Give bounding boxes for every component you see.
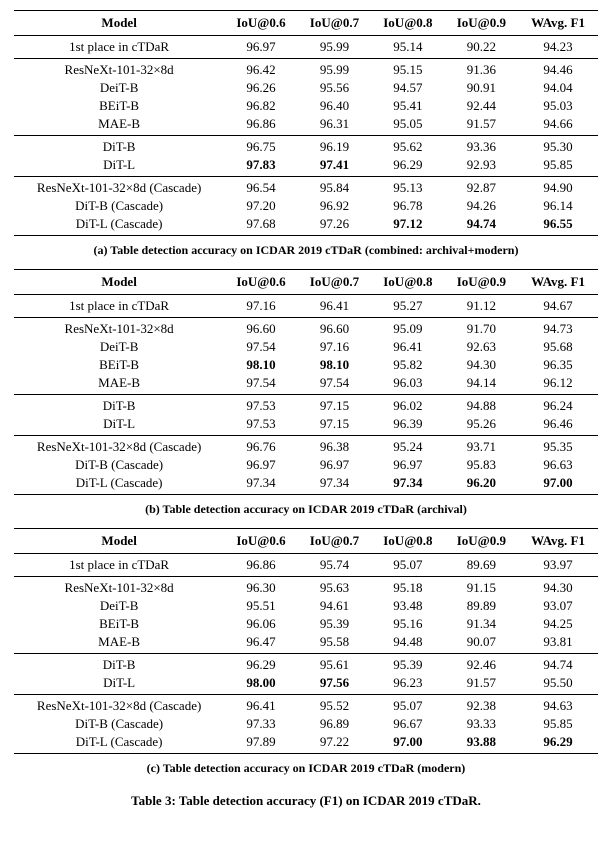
model-cell: ResNeXt-101-32×8d (Cascade) <box>36 439 202 454</box>
metric-cell: 94.25 <box>543 616 573 631</box>
column-header: IoU@0.9 <box>456 15 507 30</box>
metric-cell: 97.12 <box>393 216 423 231</box>
metric-cell: 97.15 <box>319 398 350 413</box>
metric-cell: 91.57 <box>466 116 496 131</box>
metric-cell: 95.52 <box>319 698 350 713</box>
metric-cell: 92.44 <box>466 98 496 113</box>
table-row <box>14 577 598 598</box>
metric-cell: 96.02 <box>393 398 423 413</box>
column-header: IoU@0.7 <box>309 533 360 548</box>
metric-cell: 95.84 <box>319 180 350 195</box>
metric-cell: 96.30 <box>246 580 276 595</box>
metric-cell: 97.54 <box>246 339 276 354</box>
column-header: IoU@0.9 <box>456 533 507 548</box>
metric-cell: 97.33 <box>246 716 276 731</box>
table-row <box>14 177 598 198</box>
metric-cell: 96.97 <box>393 457 423 472</box>
subtable-b <box>14 269 598 517</box>
table-row <box>14 59 598 80</box>
table-row <box>14 456 598 474</box>
metric-cell: 95.03 <box>543 98 573 113</box>
metric-cell: 96.26 <box>246 80 276 95</box>
metric-cell: 97.16 <box>319 339 350 354</box>
metric-cell: 90.91 <box>466 80 496 95</box>
model-cell: ResNeXt-101-32×8d <box>64 321 174 336</box>
metric-cell: 97.54 <box>246 375 276 390</box>
table-row <box>14 197 598 215</box>
model-cell: DiT-B <box>102 657 136 672</box>
metric-cell: 97.89 <box>246 734 276 749</box>
metric-cell: 93.71 <box>466 439 496 454</box>
metric-cell: 96.19 <box>319 139 350 154</box>
header-row <box>14 529 598 554</box>
column-header: IoU@0.8 <box>383 274 433 289</box>
row-group <box>14 654 598 695</box>
metric-cell: 96.35 <box>543 357 573 372</box>
metric-cell: 92.46 <box>466 657 496 672</box>
column-header: Model <box>101 15 137 30</box>
table-row <box>14 436 598 457</box>
metric-cell: 96.97 <box>246 39 276 54</box>
metric-cell: 97.53 <box>246 398 276 413</box>
model-cell: DiT-B (Cascade) <box>75 716 164 731</box>
column-header: Model <box>101 533 137 548</box>
metric-cell: 93.36 <box>466 139 496 154</box>
column-header: WAvg. F1 <box>531 15 586 30</box>
table-row <box>14 674 598 695</box>
metric-cell: 93.88 <box>466 734 496 749</box>
row-group <box>14 436 598 495</box>
column-header: IoU@0.6 <box>236 274 286 289</box>
metric-cell: 91.15 <box>466 580 496 595</box>
model-cell: MAE-B <box>98 116 141 131</box>
row-group <box>14 136 598 177</box>
subtable-a <box>14 10 598 258</box>
model-cell: DeiT-B <box>99 598 139 613</box>
table-row <box>14 97 598 115</box>
table-row <box>14 295 598 318</box>
metric-cell: 95.15 <box>393 62 423 77</box>
metric-cell: 97.68 <box>246 216 276 231</box>
metric-cell: 96.97 <box>246 457 276 472</box>
results-table-b <box>14 269 598 495</box>
metric-cell: 95.39 <box>319 616 350 631</box>
table-row <box>14 115 598 136</box>
metric-cell: 91.36 <box>466 62 496 77</box>
metric-cell: 96.86 <box>246 557 276 572</box>
table-row <box>14 474 598 495</box>
metric-cell: 95.74 <box>319 557 350 572</box>
metric-cell: 94.74 <box>543 657 573 672</box>
metric-cell: 95.51 <box>246 598 276 613</box>
column-header: WAvg. F1 <box>531 274 586 289</box>
metric-cell: 93.33 <box>466 716 496 731</box>
metric-cell: 96.55 <box>543 216 573 231</box>
model-cell: BEiT-B <box>99 616 140 631</box>
metric-cell: 94.30 <box>466 357 496 372</box>
model-cell: ResNeXt-101-32×8d <box>64 62 174 77</box>
metric-cell: 93.81 <box>543 634 573 649</box>
metric-cell: 96.41 <box>393 339 423 354</box>
model-cell: DiT-B (Cascade) <box>75 457 164 472</box>
model-cell: DiT-L <box>103 675 136 690</box>
table-row <box>14 136 598 157</box>
metric-cell: 95.50 <box>543 675 573 690</box>
metric-cell: 96.75 <box>246 139 276 154</box>
table-row <box>14 633 598 654</box>
metric-cell: 95.07 <box>393 698 423 713</box>
table-row <box>14 374 598 395</box>
metric-cell: 95.85 <box>543 157 573 172</box>
table-row <box>14 615 598 633</box>
metric-cell: 96.41 <box>246 698 276 713</box>
metric-cell: 97.41 <box>319 157 350 172</box>
metric-cell: 95.58 <box>319 634 350 649</box>
table-row <box>14 597 598 615</box>
metric-cell: 96.54 <box>246 180 276 195</box>
table-row <box>14 156 598 177</box>
metric-cell: 95.85 <box>543 716 573 731</box>
table-head <box>14 529 598 554</box>
metric-cell: 94.23 <box>543 39 573 54</box>
row-group <box>14 36 598 59</box>
table-row <box>14 318 598 339</box>
metric-cell: 94.66 <box>543 116 573 131</box>
metric-cell: 95.09 <box>393 321 423 336</box>
metric-cell: 94.90 <box>543 180 573 195</box>
metric-cell: 96.67 <box>393 716 423 731</box>
metric-cell: 94.30 <box>543 580 573 595</box>
metric-cell: 96.29 <box>543 734 573 749</box>
metric-cell: 95.30 <box>543 139 573 154</box>
model-cell: DiT-L (Cascade) <box>75 475 163 490</box>
model-cell: DiT-B (Cascade) <box>75 198 164 213</box>
metric-cell: 89.69 <box>466 557 496 572</box>
model-cell: DiT-B <box>102 139 136 154</box>
metric-cell: 95.39 <box>393 657 423 672</box>
model-cell: MAE-B <box>98 375 141 390</box>
subtable-c <box>14 528 598 776</box>
metric-cell: 96.86 <box>246 116 276 131</box>
metric-cell: 98.10 <box>319 357 350 372</box>
metric-cell: 95.26 <box>466 416 496 431</box>
row-group <box>14 554 598 577</box>
model-cell: 1st place in cTDaR <box>69 298 170 313</box>
table-row <box>14 733 598 754</box>
metric-cell: 94.57 <box>393 80 423 95</box>
column-header: IoU@0.8 <box>383 15 433 30</box>
metric-cell: 97.53 <box>246 416 276 431</box>
metric-cell: 94.67 <box>543 298 573 313</box>
metric-cell: 96.29 <box>246 657 276 672</box>
metric-cell: 97.34 <box>319 475 350 490</box>
header-row <box>14 270 598 295</box>
metric-cell: 91.34 <box>466 616 496 631</box>
metric-cell: 95.41 <box>393 98 423 113</box>
metric-cell: 96.47 <box>246 634 276 649</box>
metric-cell: 97.22 <box>319 734 350 749</box>
table-row <box>14 554 598 577</box>
row-group <box>14 318 598 395</box>
subtable-caption-a: (a) Table detection accuracy on ICDAR 2019 cTDaR (combined: archival+modern) <box>93 243 519 257</box>
metric-cell: 95.99 <box>319 62 350 77</box>
table-row <box>14 415 598 436</box>
metric-cell: 96.38 <box>319 439 350 454</box>
metric-cell: 91.70 <box>466 321 496 336</box>
metric-cell: 92.87 <box>466 180 496 195</box>
metric-cell: 96.14 <box>543 198 573 213</box>
metric-cell: 95.56 <box>319 80 350 95</box>
metric-cell: 94.26 <box>466 198 496 213</box>
metric-cell: 96.41 <box>319 298 350 313</box>
metric-cell: 96.40 <box>319 98 350 113</box>
model-cell: DeiT-B <box>99 80 139 95</box>
metric-cell: 96.12 <box>543 375 573 390</box>
metric-cell: 95.07 <box>393 557 423 572</box>
metric-cell: 95.62 <box>393 139 423 154</box>
model-cell: DiT-L (Cascade) <box>75 216 163 231</box>
metric-cell: 96.06 <box>246 616 276 631</box>
metric-cell: 96.60 <box>319 321 350 336</box>
model-cell: BEiT-B <box>99 357 140 372</box>
table-caption: Table 3: Table detection accuracy (F1) on ICDAR 2019 cTDaR. <box>131 793 481 808</box>
model-cell: DeiT-B <box>99 339 139 354</box>
metric-cell: 95.24 <box>393 439 423 454</box>
column-header: IoU@0.7 <box>309 274 360 289</box>
metric-cell: 93.97 <box>543 557 573 572</box>
metric-cell: 94.14 <box>466 375 496 390</box>
table-row <box>14 338 598 356</box>
metric-cell: 96.03 <box>393 375 423 390</box>
metric-cell: 97.15 <box>319 416 350 431</box>
metric-cell: 95.99 <box>319 39 350 54</box>
model-cell: DiT-B <box>102 398 136 413</box>
metric-cell: 91.12 <box>466 298 496 313</box>
results-table-a <box>14 10 598 236</box>
metric-cell: 91.57 <box>466 675 496 690</box>
metric-cell: 96.78 <box>393 198 423 213</box>
metric-cell: 90.07 <box>466 634 496 649</box>
metric-cell: 89.89 <box>466 598 496 613</box>
model-cell: 1st place in cTDaR <box>69 39 170 54</box>
metric-cell: 95.61 <box>319 657 350 672</box>
table-row <box>14 395 598 416</box>
metric-cell: 96.20 <box>466 475 496 490</box>
metric-cell: 97.16 <box>246 298 276 313</box>
metric-cell: 96.39 <box>393 416 423 431</box>
metric-cell: 97.34 <box>393 475 423 490</box>
metric-cell: 94.88 <box>466 398 496 413</box>
table-head <box>14 270 598 295</box>
model-cell: ResNeXt-101-32×8d (Cascade) <box>36 698 202 713</box>
column-header: IoU@0.8 <box>383 533 433 548</box>
metric-cell: 96.23 <box>393 675 423 690</box>
metric-cell: 96.60 <box>246 321 276 336</box>
metric-cell: 97.56 <box>319 675 350 690</box>
metric-cell: 90.22 <box>466 39 496 54</box>
table-row <box>14 79 598 97</box>
column-header: WAvg. F1 <box>531 533 586 548</box>
metric-cell: 98.10 <box>246 357 276 372</box>
model-cell: ResNeXt-101-32×8d (Cascade) <box>36 180 202 195</box>
metric-cell: 95.05 <box>393 116 423 131</box>
metric-cell: 96.29 <box>393 157 423 172</box>
metric-cell: 93.07 <box>543 598 573 613</box>
model-cell: 1st place in cTDaR <box>69 557 170 572</box>
metric-cell: 95.82 <box>393 357 423 372</box>
model-cell: BEiT-B <box>99 98 140 113</box>
metric-cell: 94.74 <box>466 216 496 231</box>
metric-cell: 97.00 <box>393 734 423 749</box>
metric-cell: 94.46 <box>543 62 573 77</box>
metric-cell: 94.63 <box>543 698 573 713</box>
metric-cell: 92.38 <box>466 698 496 713</box>
model-cell: DiT-L <box>103 157 136 172</box>
metric-cell: 97.00 <box>543 475 573 490</box>
row-group <box>14 395 598 436</box>
metric-cell: 95.68 <box>543 339 573 354</box>
metric-cell: 95.13 <box>393 180 423 195</box>
metric-cell: 94.48 <box>393 634 423 649</box>
column-header: Model <box>101 274 137 289</box>
results-table-c <box>14 528 598 754</box>
metric-cell: 95.63 <box>319 580 350 595</box>
metric-cell: 94.04 <box>543 80 573 95</box>
table-row <box>14 654 598 675</box>
metric-cell: 94.61 <box>319 598 350 613</box>
metric-cell: 96.42 <box>246 62 276 77</box>
metric-cell: 96.31 <box>319 116 350 131</box>
metric-cell: 92.93 <box>466 157 496 172</box>
metric-cell: 96.24 <box>543 398 573 413</box>
column-header: IoU@0.7 <box>309 15 360 30</box>
metric-cell: 97.83 <box>246 157 276 172</box>
metric-cell: 97.34 <box>246 475 276 490</box>
metric-cell: 96.82 <box>246 98 276 113</box>
metric-cell: 94.73 <box>543 321 573 336</box>
metric-cell: 95.83 <box>466 457 496 472</box>
metric-cell: 96.76 <box>246 439 276 454</box>
metric-cell: 97.20 <box>246 198 276 213</box>
row-group <box>14 177 598 236</box>
table-row <box>14 695 598 716</box>
table-row <box>14 215 598 236</box>
subtable-caption-b: (b) Table detection accuracy on ICDAR 2019 cTDaR (archival) <box>145 502 467 516</box>
model-cell: DiT-L (Cascade) <box>75 734 163 749</box>
row-group <box>14 695 598 754</box>
column-header: IoU@0.9 <box>456 274 507 289</box>
metric-cell: 95.14 <box>393 39 423 54</box>
metric-cell: 97.26 <box>319 216 350 231</box>
column-header: IoU@0.6 <box>236 533 286 548</box>
table-head <box>14 11 598 36</box>
header-row <box>14 11 598 36</box>
metric-cell: 95.18 <box>393 580 423 595</box>
metric-cell: 98.00 <box>246 675 276 690</box>
metric-cell: 96.92 <box>319 198 350 213</box>
table-row <box>14 715 598 733</box>
metric-cell: 92.63 <box>466 339 496 354</box>
metric-cell: 95.35 <box>543 439 573 454</box>
row-group <box>14 295 598 318</box>
metric-cell: 96.89 <box>319 716 350 731</box>
table-row <box>14 356 598 374</box>
metric-cell: 95.16 <box>393 616 423 631</box>
table-row <box>14 36 598 59</box>
row-group <box>14 59 598 136</box>
model-cell: DiT-L <box>103 416 136 431</box>
column-header: IoU@0.6 <box>236 15 286 30</box>
metric-cell: 96.46 <box>543 416 573 431</box>
model-cell: MAE-B <box>98 634 141 649</box>
metric-cell: 96.63 <box>543 457 573 472</box>
metric-cell: 95.27 <box>393 298 423 313</box>
model-cell: ResNeXt-101-32×8d <box>64 580 174 595</box>
subtable-caption-c: (c) Table detection accuracy on ICDAR 2019 cTDaR (modern) <box>146 761 466 775</box>
metric-cell: 97.54 <box>319 375 350 390</box>
metric-cell: 93.48 <box>393 598 423 613</box>
metric-cell: 96.97 <box>319 457 350 472</box>
subtables <box>14 10 598 776</box>
row-group <box>14 577 598 654</box>
